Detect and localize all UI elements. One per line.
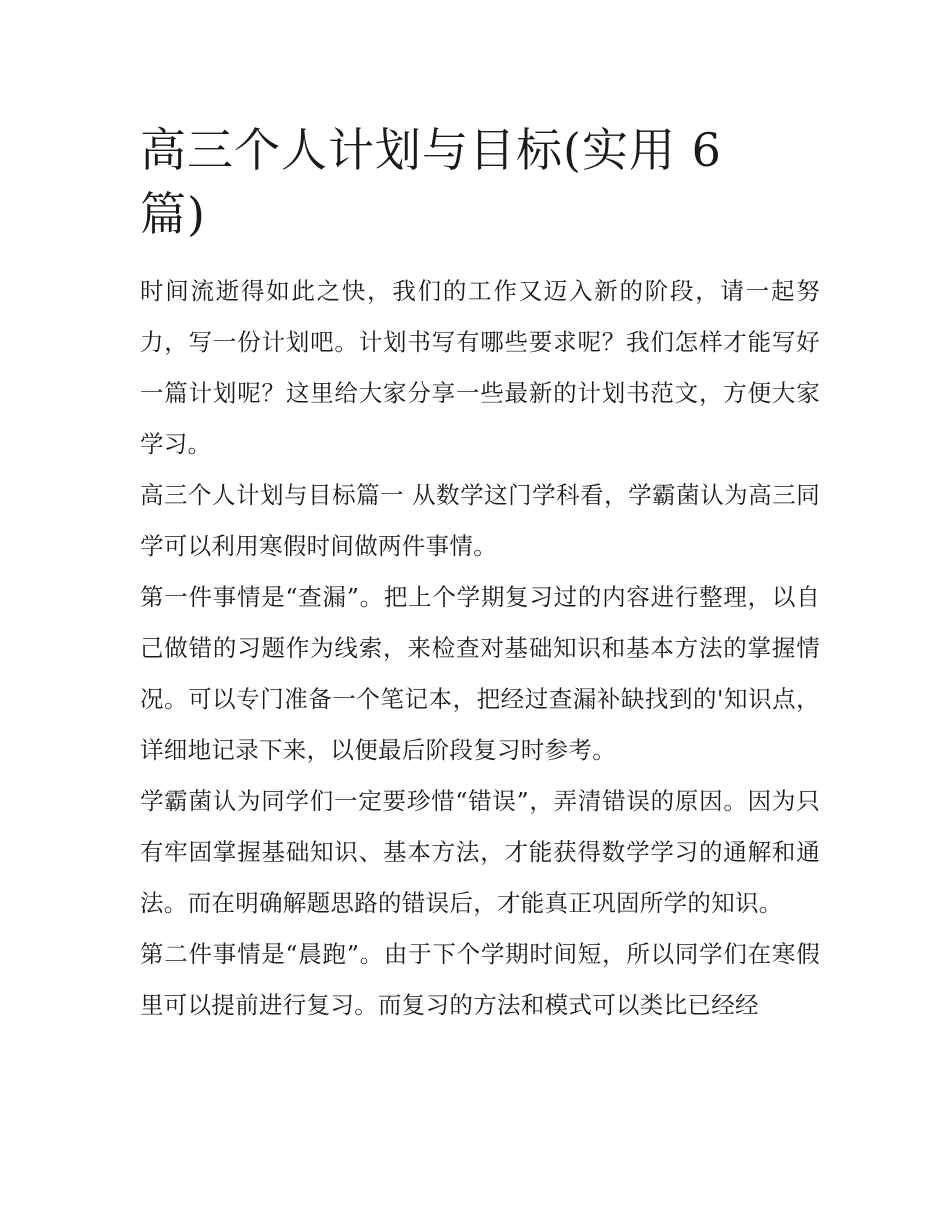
paragraph-second-task: 第二件事情是“晨跑”。由于下个学期时间短，所以同学们在寒假里可以提前进行复习。而复习的方法和模式可以类比已经经 [140, 940, 820, 1019]
document-title: 高三个人计划与目标(实用 6 篇) [140, 123, 722, 241]
document-body [140, 118, 820, 1031]
paragraph-mistakes: 学霸菌认为同学们一定要珍惜“错误”，弄清错误的原因。因为只有牢固掌握基础知识、基本方法，才能获得数学学习的通解和通法。而在明确解题思路的错误后，才能真正巩固所学的知识。 [140, 787, 820, 917]
paragraph-intro: 时间流逝得如此之快，我们的工作又迈入新的阶段，请一起努力，写一份计划吧。计划书写有哪些要求呢？我们怎样才能写好一篇计划呢？这里给大家分享一些最新的计划书范文，方便大家学习。 [140, 277, 820, 458]
paragraph-section-one: 高三个人计划与目标篇一 从数学这门学科看，学霸菌认为高三同学可以利用寒假时间做两件事情。 [140, 481, 820, 560]
paragraph-first-task: 第一件事情是“查漏”。把上个学期复习过的内容进行整理，以自己做错的习题作为线索，来检查对基础知识和基本方法的掌握情况。可以专门准备一个笔记本，把经过查漏补缺找到的'知识点，详细地记录下来，以便最后阶段复习时参考。 [140, 583, 820, 764]
